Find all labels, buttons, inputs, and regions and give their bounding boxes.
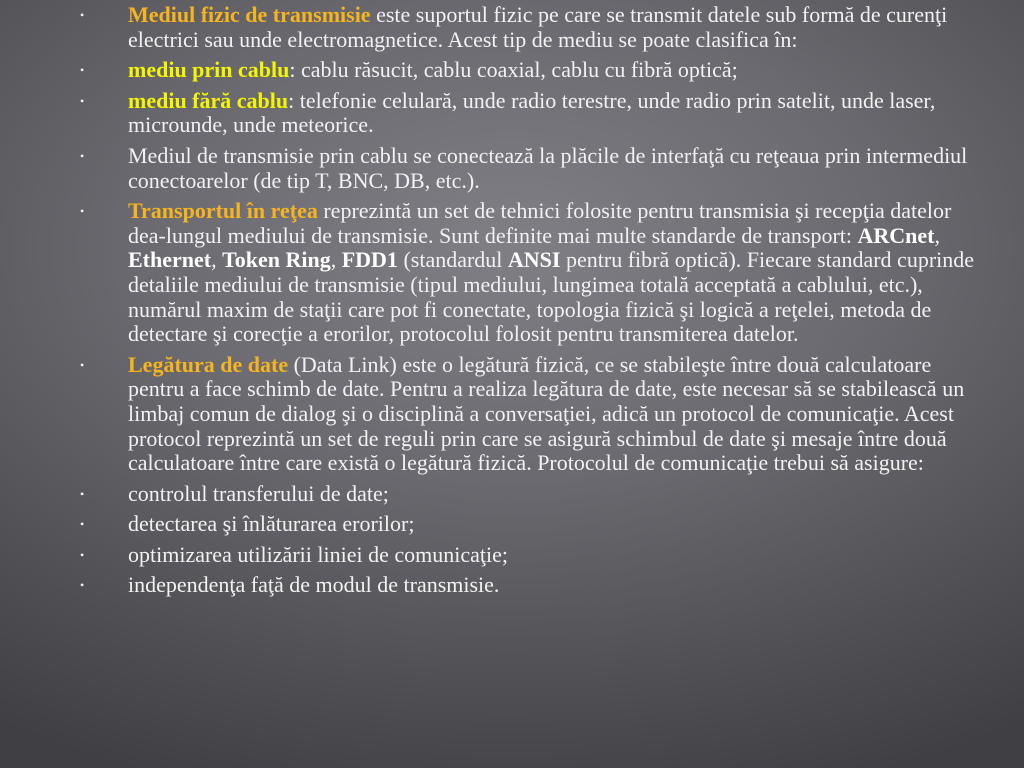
bullet-icon: • <box>80 578 85 593</box>
list-item <box>80 199 980 347</box>
term-mediu-fara-cablu: mediu fără cablu <box>128 87 289 113</box>
item-text: reprezintă un set de tehnici folosite pentru transmisia şi recepţia datelor dea-lungul mediului de transmisie. Sunt definite mai multe standarde de transport: <box>128 198 952 248</box>
list-item <box>80 3 980 52</box>
item-text: pentru fibră optică). Fiecare standard cuprinde detaliile mediului de transmisie (tipul mediului, lungimea totală acceptată a cablului, etc.), numărul maxim de staţii care pot fi conectate, topologia fizică şi logică a reţelei, metoda de detectare şi corecţie a erorilor, protocolul folosit pentru transmiterea datelor. <box>128 247 975 347</box>
item-text: : telefonie celulară, unde radio terestre, unde radio prin satelit, unde laser, microunde, unde meteorice. <box>128 87 936 138</box>
term-transportul-in-retea: Transportul în reţea <box>128 198 318 224</box>
list-item <box>80 58 980 83</box>
standard-arcnet: ARCnet <box>857 222 935 248</box>
bullet-icon: • <box>80 93 85 108</box>
bullet-icon: • <box>80 486 85 501</box>
list-item <box>80 89 980 138</box>
item-text: : cablu răsucit, cablu coaxial, cablu cu fibră optică; <box>289 57 738 83</box>
term-mediul-fizic: Mediul fizic de transmisie <box>128 2 371 27</box>
list-item <box>80 353 980 476</box>
item-text: Mediul de transmisie prin cablu se conectează la plăcile de interfaţă cu reţeaua prin intermediul conectoarelor (de tip T, BNC, DB, etc.). <box>128 142 968 193</box>
item-text: (standardul <box>397 247 508 273</box>
item-text: detectarea şi înlăturarea erorilor; <box>128 511 415 537</box>
list-item <box>80 482 980 507</box>
separator: , <box>934 222 940 248</box>
item-text: controlul transferului de date; <box>128 480 389 506</box>
item-text: optimizarea utilizării liniei de comunicaţie; <box>128 541 508 567</box>
item-text: este suportul fizic pe care se transmit datele sub formă de curenţi electrici sau unde electromagnetice. Acest tip de mediu se poate clasifica în: <box>128 2 948 52</box>
item-text: (Data Link) este o legătură fizică, ce se stabileşte între două calculatoare pentru a face schimb de date. Pentru a realiza legătura de date, este necesar să se stabilească un limbaj comun de dialog şi o disciplină a conversaţiei, adică un protocol de comunicaţie. Acest protocol reprezintă un set de reguli prin care se asigură schimbul de date şi mesaje între două calculatoare între care există o legătură fizică. Protocolul de comunicaţie trebui să asigure: <box>128 351 965 476</box>
term-mediu-prin-cablu: mediu prin cablu <box>128 57 290 83</box>
standard-fdd1: FDD1 <box>341 247 398 273</box>
bullet-icon: • <box>80 547 85 562</box>
bullet-icon: • <box>80 8 85 22</box>
standard-token-ring: Token Ring <box>222 247 331 273</box>
standard-ethernet: Ethernet <box>128 247 212 273</box>
bullet-icon: • <box>80 204 85 219</box>
separator: , <box>330 247 342 273</box>
bullet-icon: • <box>80 357 85 372</box>
bullet-list <box>80 3 980 604</box>
standard-ansi: ANSI <box>507 247 561 273</box>
bullet-icon: • <box>80 148 85 163</box>
bullet-icon: • <box>80 517 85 532</box>
separator: , <box>211 247 223 273</box>
list-item <box>80 144 980 193</box>
bullet-icon: • <box>80 63 85 78</box>
term-legatura-de-date: Legătura de date <box>128 351 289 377</box>
item-text: independenţa faţă de modul de transmisie. <box>128 572 500 598</box>
list-item <box>80 543 980 568</box>
list-item <box>80 573 980 598</box>
list-item <box>80 512 980 537</box>
